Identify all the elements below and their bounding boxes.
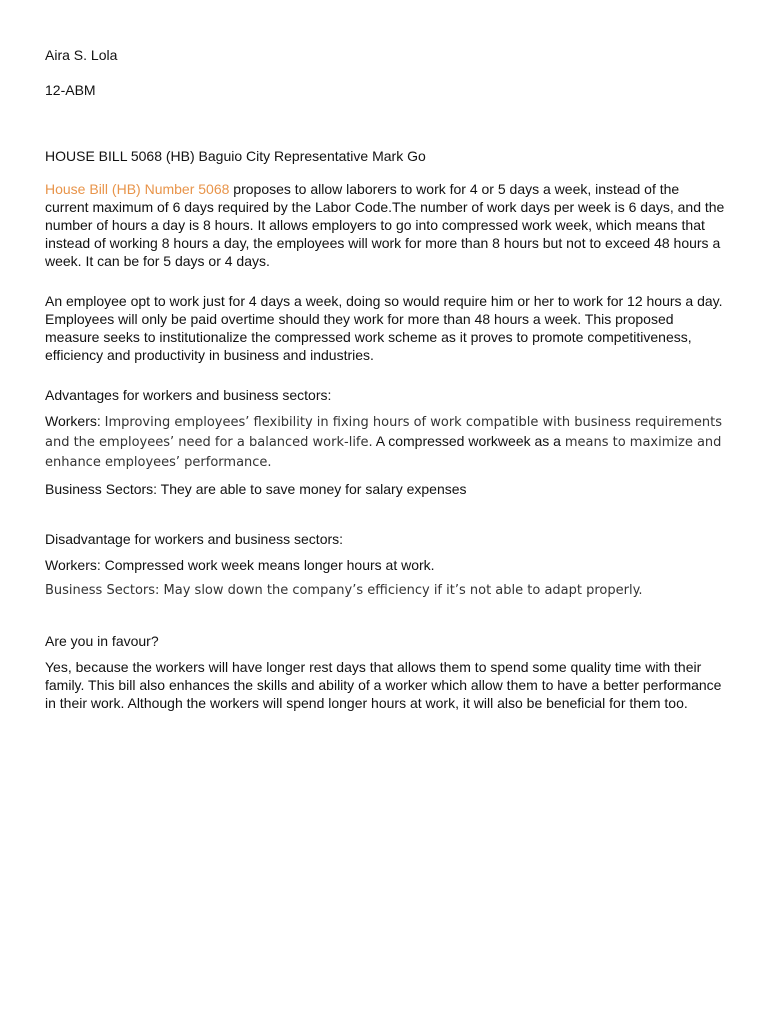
advantages-workers-label: Workers:: [45, 413, 105, 429]
favour-answer: Yes, because the workers will have longer rest days that allows them to spend some quality time with their family. This bill also enhances the skills and ability of a worker which allow them to have a better performance in their work. Although the workers will spend longer hours at work, it will also be beneficial for them too.: [45, 659, 722, 711]
favour-question: Are you in favour?: [45, 633, 159, 649]
disadvantages-heading: Disadvantage for workers and business sectors:: [45, 531, 344, 547]
advantages-workers-text-c: means to maximize and enhance employees’ performance.: [45, 435, 722, 470]
author-name: Aira S. Lola: [45, 47, 118, 63]
advantages-heading: Advantages for workers and business sectors:: [45, 387, 332, 403]
advantages-business: Business Sectors: They are able to save money for salary expenses: [45, 481, 467, 497]
section-label: 12-ABM: [45, 82, 96, 98]
document-title: HOUSE BILL 5068 (HB) Baguio City Representative Mark Go: [45, 148, 426, 164]
house-bill-link[interactable]: House Bill (HB) Number 5068: [45, 181, 230, 197]
document-page: [45, 46, 725, 712]
paragraph-employee: An employee opt to work just for 4 days a week, doing so would require him or her to work for 12 hours a day. Employees will only be paid overtime should they work for more than 48 hours a week. This proposed measure seeks to institutionalize the compressed work scheme as it proves to promote competitiveness, efficiency and productivity in business and industries.: [45, 293, 723, 363]
disadvantages-workers: Workers: Compressed work week means longer hours at work.: [45, 557, 435, 573]
disadvantages-business: Business Sectors: May slow down the company’s efficiency if it’s not able to adapt properly.: [45, 583, 643, 598]
paragraph-intro: [45, 180, 725, 270]
advantages-workers: [45, 412, 725, 472]
advantages-workers-text-b: A compressed workweek as a: [372, 433, 565, 449]
paragraph-intro-text: proposes to allow laborers to work for 4 or 5 days a week, instead of the current maximum of 6 days required by the Labor Code.The number of work days per week is 6 days, and the number of hours a day is 8 hours. It allows employers to go into compressed work week, which means that instead of working 8 hours a day, the employees will work for more than 8 hours but not to exceed 48 hours a week. It can be for 5 days or 4 days.: [45, 181, 725, 269]
advantages-workers-text-a: Improving employees’ flexibility in fixing hours of work compatible with business requirements and the employees’ need for a balanced work-life.: [45, 415, 723, 450]
